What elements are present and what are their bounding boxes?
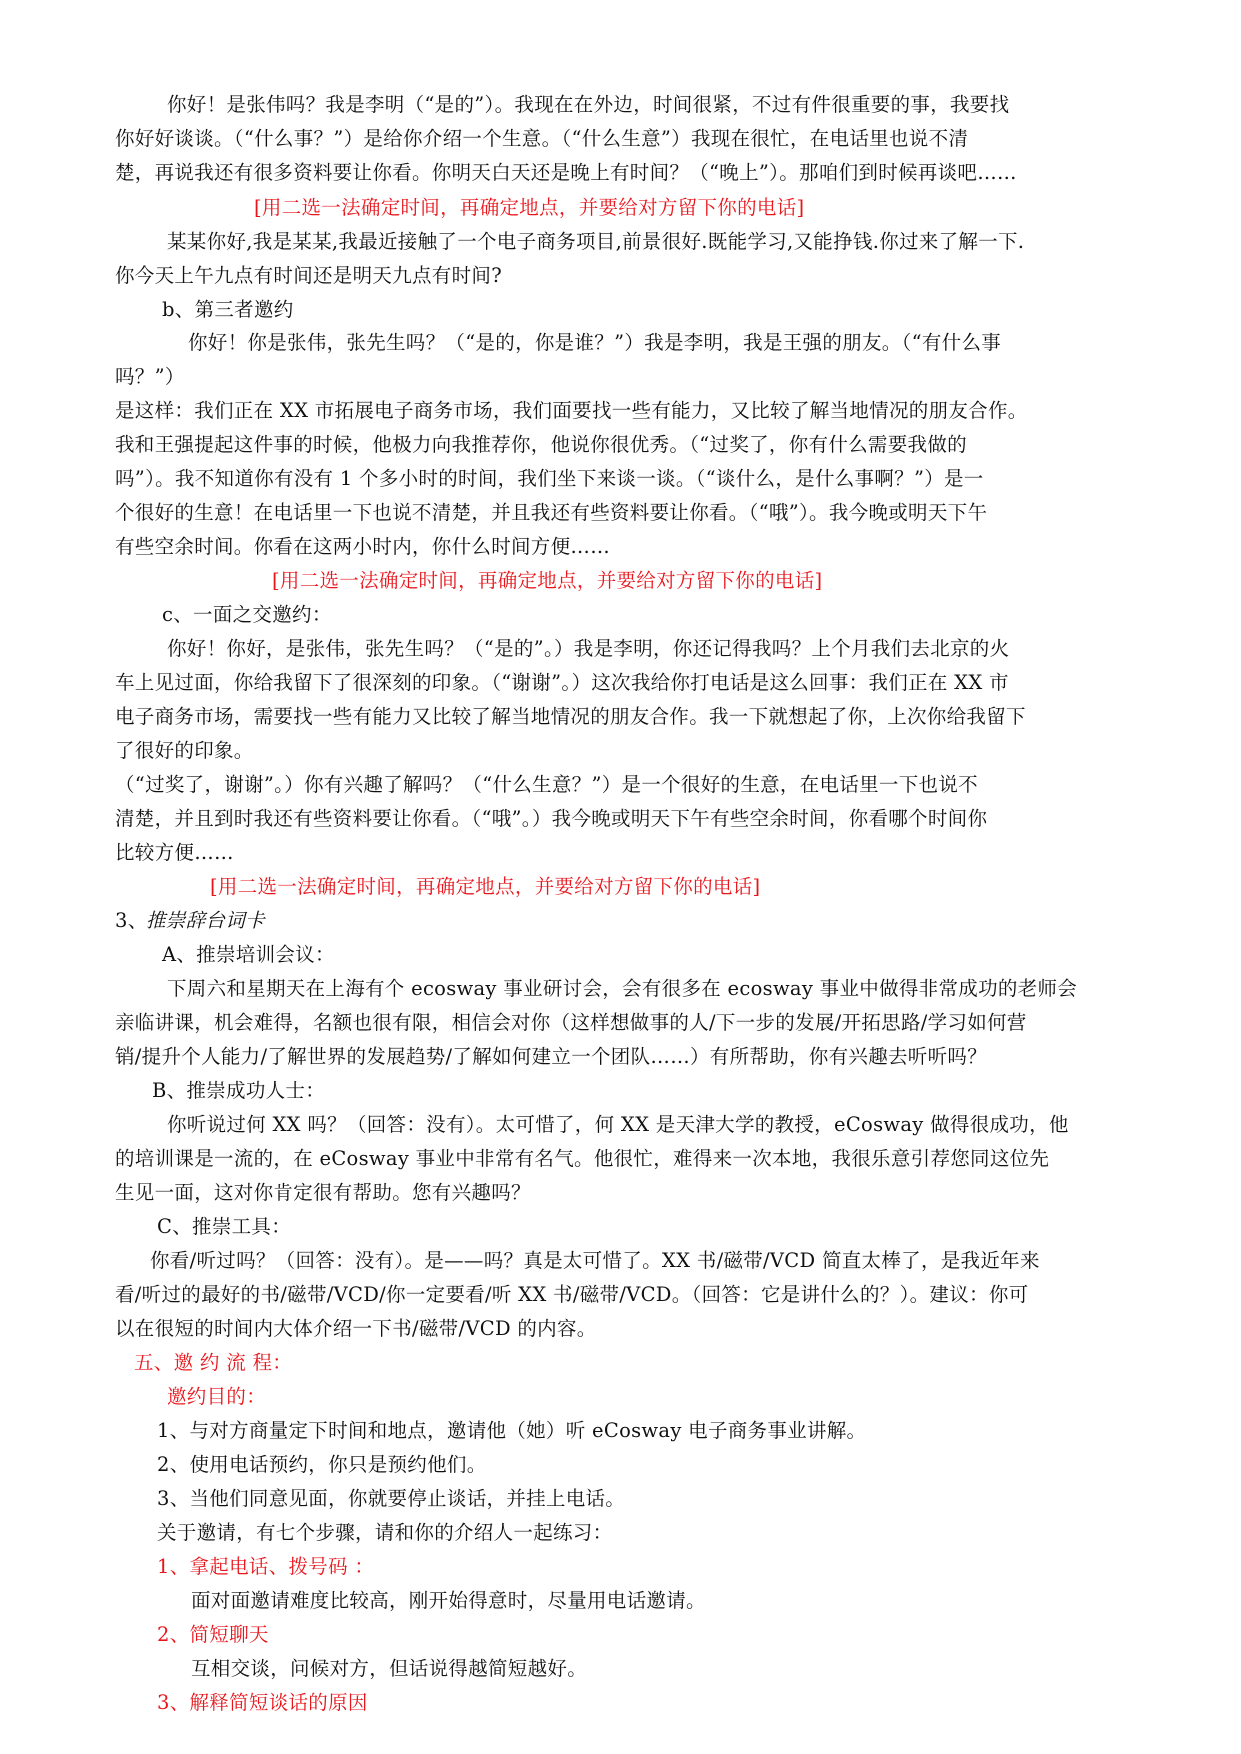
instruction-note: [用二选一法确定时间，再确定地点，并要给对方留下你的电话]	[254, 196, 805, 219]
paragraph-line: 你好好谈谈。（“什么事？”）是给你介绍一个生意。（“什么生意”）我现在很忙，在电话里也说不清	[115, 127, 969, 150]
paragraph-line: 有些空余时间。你看在这两小时内，你什么时间方便……	[115, 535, 611, 558]
paragraph-line: 我和王强提起这件事的时候，他极力向我推荐你，他说你很优秀。（“过奖了，你有什么需要我做的	[115, 433, 967, 456]
paragraph-line: 你好！是张伟吗？我是李明（“是的”）。我现在在外边，时间很紧，不过有件很重要的事，我要找	[167, 93, 1010, 116]
instruction-note: [用二选一法确定时间，再确定地点，并要给对方留下你的电话]	[272, 569, 823, 592]
paragraph-line: 的培训课是一流的，在 eCosway 事业中非常有名气。他很忙，难得来一次本地，我很乐意引荐您同这位先	[115, 1147, 1050, 1170]
paragraph-line: 你好！你是张伟，张先生吗？（“是的，你是谁？”）我是李明，我是王强的朋友。（“有什么事	[188, 331, 1002, 354]
paragraph-line: 电子商务市场，需要找一些有能力又比较了解当地情况的朋友合作。我一下就想起了你，上次你给我留下	[115, 705, 1026, 728]
subsection-heading: B、推崇成功人士：	[152, 1079, 326, 1102]
paragraph-line: 互相交谈，问候对方，但话说得越简短越好。	[191, 1657, 588, 1680]
paragraph-line: 关于邀请，有七个步骤，请和你的介绍人一起练习：	[157, 1521, 613, 1544]
subsection-heading: A、推崇培训会议：	[162, 943, 335, 966]
paragraph-line: 是这样：我们正在 XX 市拓展电子商务市场，我们面要找一些有能力，又比较了解当地情况的朋友合作。	[115, 399, 1028, 422]
list-item: 3、当他们同意见面，你就要停止谈话，并挂上电话。	[157, 1487, 626, 1510]
paragraph-line: 你听说过何 XX 吗？（回答：没有）。太可惜了，何 XX 是天津大学的教授，eCosway 做得很成功，他	[167, 1113, 1069, 1136]
paragraph-line: 某某你好,我是某某,我最近接触了一个电子商务项目,前景很好.既能学习,又能挣钱.你过来了解一下.	[167, 230, 1025, 253]
paragraph-line: 吗”）。我不知道你有没有 1 个多小时的时间，我们坐下来谈一谈。（“谈什么，是什么事啊？”）是一	[115, 467, 984, 490]
paragraph-line: 下周六和星期天在上海有个 ecosway 事业研讨会，会有很多在 ecosway 事业中做得非常成功的老师会	[167, 977, 1078, 1000]
list-item: 1、与对方商量定下时间和地点，邀请他（她）听 eCosway 电子商务事业讲解。	[157, 1419, 867, 1442]
paragraph-line: 生见一面，这对你肯定很有帮助。您有兴趣吗？	[115, 1181, 531, 1204]
section-number: 3、	[115, 909, 148, 932]
paragraph-line: 销/提升个人能力/了解世界的发展趋势/了解如何建立一个团队……）有所帮助，你有兴趣去听听吗？	[115, 1045, 988, 1068]
paragraph-line: 面对面邀请难度比较高，刚开始得意时，尽量用电话邀请。	[191, 1589, 706, 1612]
paragraph-line: 比较方便……	[115, 841, 234, 864]
paragraph-line: 吗？”）	[115, 365, 185, 388]
paragraph-line: 以在很短的时间内大体介绍一下书/磁带/VCD 的内容。	[115, 1317, 597, 1340]
paragraph-line: （“过奖了，谢谢”。）你有兴趣了解吗？（“什么生意？”）是一个很好的生意，在电话里一下也说不	[115, 773, 978, 796]
subsection-heading: 邀约目的：	[167, 1385, 267, 1408]
paragraph-line: 楚，再说我还有很多资料要让你看。你明天白天还是晚上有时间？（“晚上”）。那咱们到时候再谈吧……	[115, 161, 1017, 184]
paragraph-line: 亲临讲课，机会难得，名额也很有限，相信会对你（这样想做事的人/下一步的发展/开拓思路/学习如何营	[115, 1011, 1027, 1034]
subsection-heading: C、推崇工具：	[157, 1215, 292, 1238]
list-item: 2、使用电话预约，你只是预约他们。	[157, 1453, 487, 1476]
paragraph-line: 你好！你好，是张伟，张先生吗？（“是的”。）我是李明，你还记得我吗？上个月我们去北京的火	[167, 637, 1010, 660]
subsection-heading: b、第三者邀约	[162, 298, 294, 321]
paragraph-line: 你今天上午九点有时间还是明天九点有时间?	[115, 264, 502, 287]
step-heading: 3、解释简短谈话的原因	[157, 1691, 368, 1714]
section-title: 推崇辞台词卡	[146, 909, 265, 932]
step-heading: 2、简短聊天	[157, 1623, 269, 1646]
paragraph-line: 了很好的印象。	[115, 739, 254, 762]
section-heading: 五、邀 约 流 程：	[134, 1351, 293, 1374]
paragraph-line: 看/听过的最好的书/磁带/VCD/你一定要看/听 XX 书/磁带/VCD。（回答：它是讲什么的？）。建议：你可	[115, 1283, 1029, 1306]
subsection-heading: c、一面之交邀约：	[162, 603, 332, 626]
step-heading: 1、拿起电话、拨号码 ：	[157, 1555, 375, 1578]
paragraph-line: 清楚，并且到时我还有些资料要让你看。（“哦”。）我今晚或明天下午有些空余时间，你看哪个时间你	[115, 807, 988, 830]
paragraph-line: 个很好的生意！在电话里一下也说不清楚，并且我还有些资料要让你看。（“哦”）。我今晚或明天下午	[115, 501, 988, 524]
instruction-note: [用二选一法确定时间，再确定地点，并要给对方留下你的电话]	[210, 875, 761, 898]
paragraph-line: 你看/听过吗？（回答：没有）。是——吗？真是太可惜了。XX 书/磁带/VCD 简直太棒了，是我近年来	[150, 1249, 1040, 1272]
paragraph-line: 车上见过面，你给我留下了很深刻的印象。（“谢谢”。）这次我给你打电话是这么回事：我们正在 XX 市	[115, 671, 1009, 694]
